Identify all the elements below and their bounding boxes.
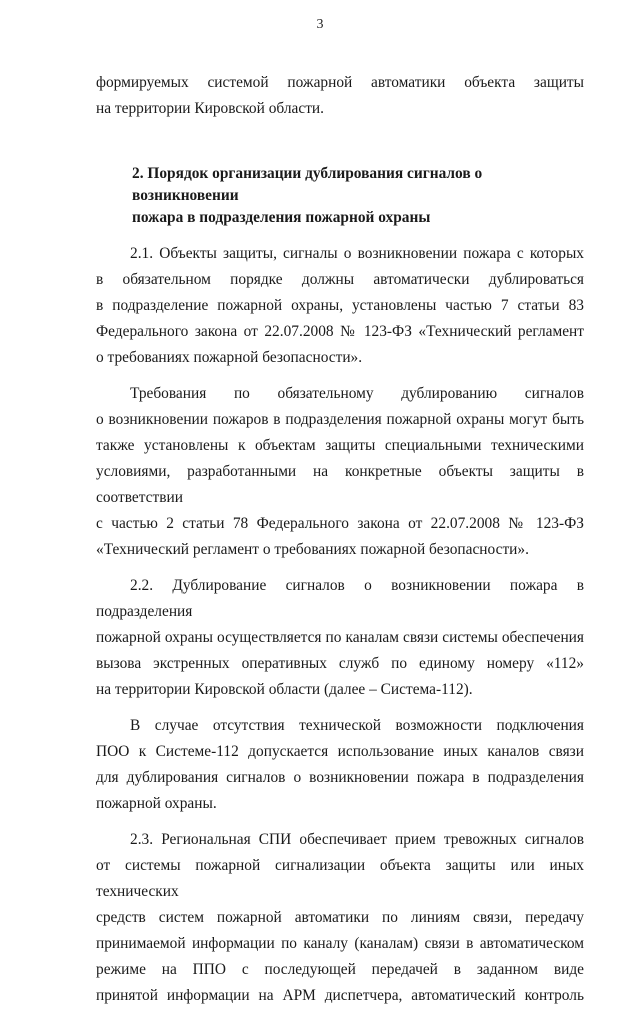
text-line: принимаемой информации по каналу (каналам) связи в автоматическом xyxy=(96,935,584,952)
document-body xyxy=(96,70,584,1009)
text-line: ПОО к Системе-112 допускается использование иных каналов связи xyxy=(96,743,584,760)
text-line: Федерального закона от 22.07.2008 № 123-ФЗ «Технический регламент xyxy=(96,323,584,340)
section-heading xyxy=(96,163,584,229)
text-line: принятой информации на АРМ диспетчера, автоматический контроль xyxy=(96,987,584,1004)
text-line: 2.2. Дублирование сигналов о возникновении пожара в подразделения xyxy=(96,577,584,620)
paragraph-no-connection xyxy=(96,713,584,817)
paragraph-2-1 xyxy=(96,241,584,371)
text-line: на территории Кировской области (далее – Система-112). xyxy=(96,681,473,698)
text-line: средств систем пожарной автоматики по линиям связи, передачу xyxy=(96,909,584,926)
text-line: пожарной охраны. xyxy=(96,795,217,812)
text-line: также установлены к объектам защиты специальными техническими xyxy=(96,437,584,454)
page-number: 3 xyxy=(316,17,324,32)
text-line: в обязательном порядке должны автоматически дублироваться xyxy=(96,271,584,288)
intro-paragraph xyxy=(96,70,584,122)
text-line: формируемых системой пожарной автоматики объекта защиты xyxy=(96,74,584,91)
paragraph-requirements xyxy=(96,381,584,563)
text-line: 2.3. Региональная СПИ обеспечивает прием тревожных сигналов xyxy=(130,831,584,848)
text-line: в подразделение пожарной охраны, установлены частью 7 статьи 83 xyxy=(96,297,584,314)
text-line: для дублирования сигналов о возникновении пожара в подразделения xyxy=(96,769,584,786)
text-line: от системы пожарной сигнализации объекта защиты или иных технических xyxy=(96,857,584,900)
text-line: на территории Кировской области. xyxy=(96,100,325,117)
heading-line: пожара в подразделения пожарной охраны xyxy=(132,209,431,226)
text-line: режиме на ППО с последующей передачей в заданном виде xyxy=(96,961,584,978)
text-line: 2.1. Объекты защиты, сигналы о возникновении пожара с которых xyxy=(130,245,584,262)
text-line: «Технический регламент о требованиях пожарной безопасности». xyxy=(96,541,529,558)
paragraph-2-3 xyxy=(96,827,584,1009)
heading-line: 2. Порядок организации дублирования сигналов о возникновении xyxy=(132,165,483,204)
text-line: вызова экстренных оперативных служб по единому номеру «112» xyxy=(96,655,584,672)
text-line: В случае отсутствия технической возможности подключения xyxy=(130,717,584,734)
text-line: Требования по обязательному дублированию сигналов xyxy=(130,385,584,402)
text-line: о требованиях пожарной безопасности». xyxy=(96,349,363,366)
text-line: с частью 2 статьи 78 Федерального закона от 22.07.2008 № 123-ФЗ xyxy=(96,515,584,532)
text-line: условиями, разработанными на конкретные объекты защиты в соответствии xyxy=(96,463,584,506)
text-line: о возникновении пожаров в подразделения пожарной охраны могут быть xyxy=(96,411,584,428)
text-line: пожарной охраны осуществляется по каналам связи системы обеспечения xyxy=(96,629,584,646)
paragraph-2-2 xyxy=(96,573,584,703)
